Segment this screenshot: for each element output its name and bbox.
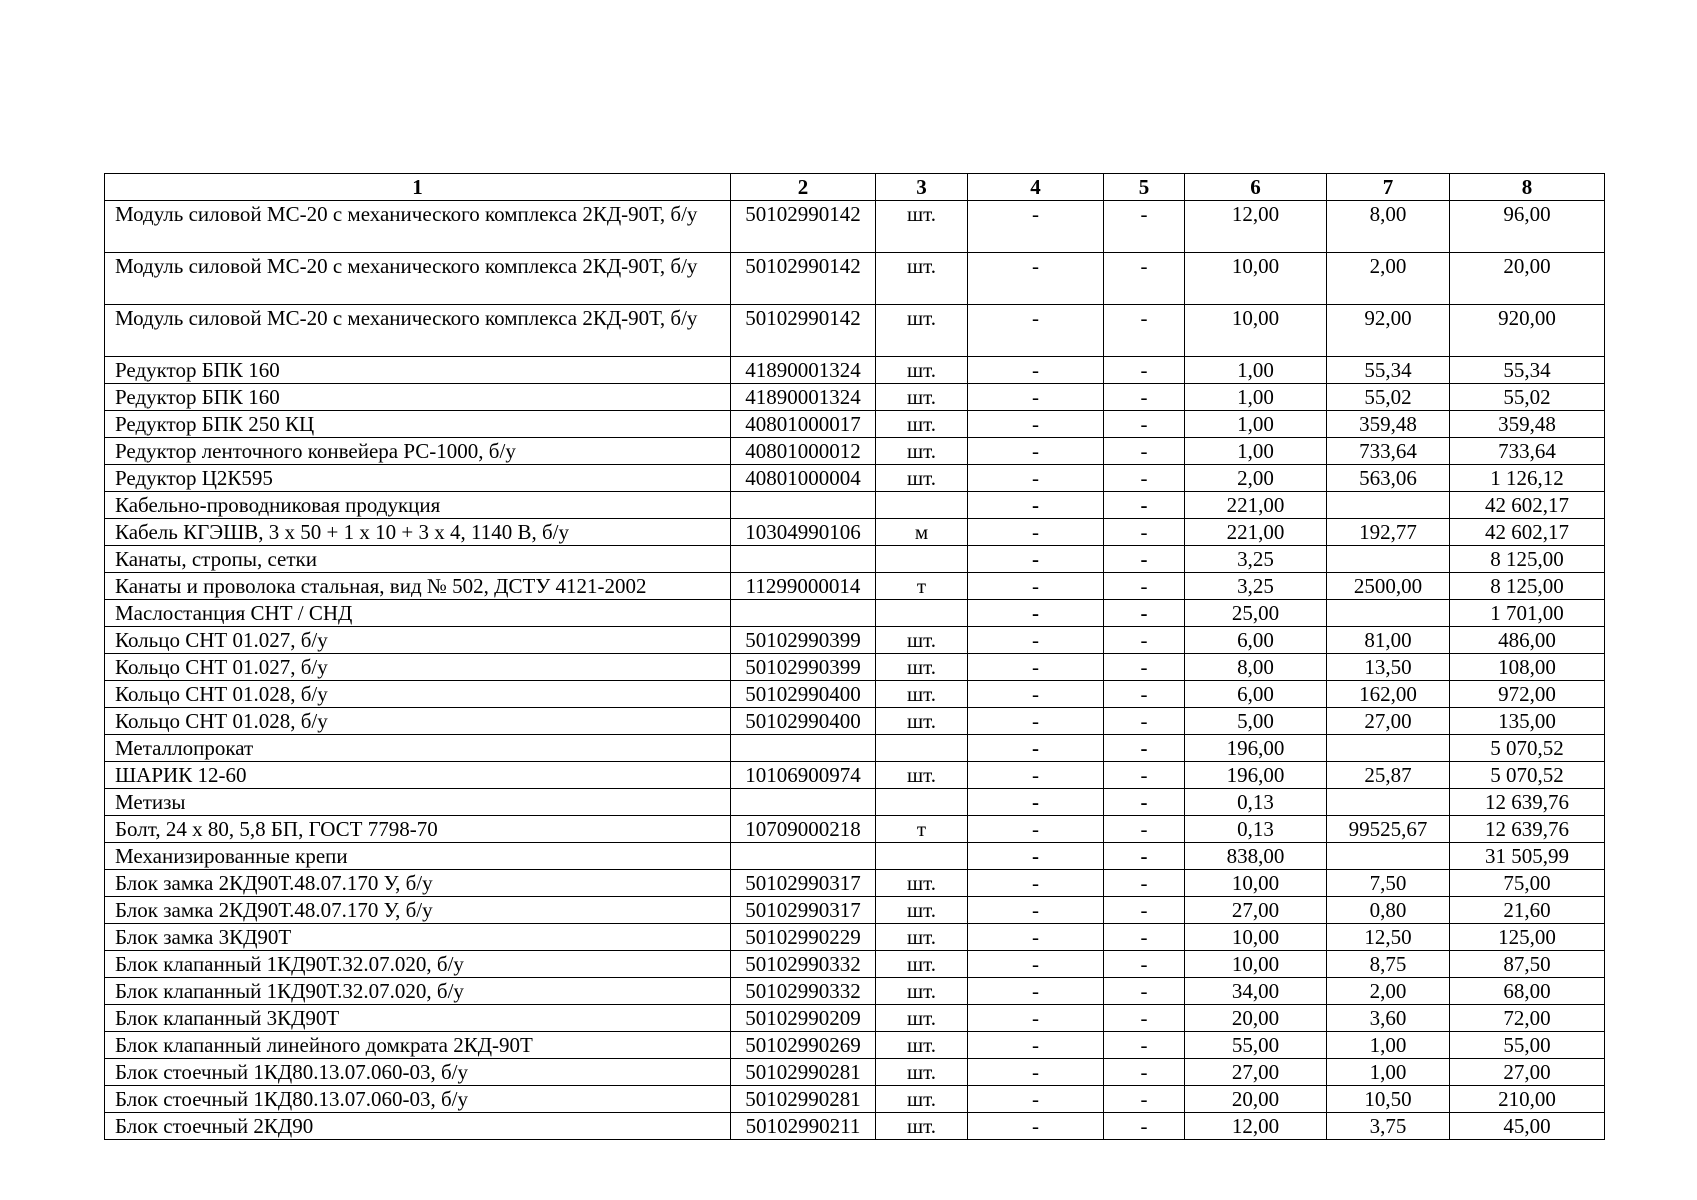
cell-sum: 27,00 — [1450, 1059, 1605, 1086]
cell-unit — [876, 546, 968, 573]
cell-code: 50102990211 — [731, 1113, 876, 1140]
cell-col4: - — [968, 546, 1104, 573]
cell-col4: - — [968, 1059, 1104, 1086]
cell-name: Редуктор ленточного конвейера РС-1000, б/у — [105, 438, 731, 465]
cell-col5: - — [1104, 384, 1185, 411]
cell-sum: 486,00 — [1450, 627, 1605, 654]
cell-quantity: 1,00 — [1185, 384, 1327, 411]
cell-code: 10304990106 — [731, 519, 876, 546]
cell-col4: - — [968, 924, 1104, 951]
cell-price — [1327, 735, 1450, 762]
cell-col4: - — [968, 627, 1104, 654]
cell-col5: - — [1104, 411, 1185, 438]
cell-quantity: 3,25 — [1185, 573, 1327, 600]
cell-sum: 5 070,52 — [1450, 762, 1605, 789]
cell-name: Механизированные крепи — [105, 843, 731, 870]
cell-col5: - — [1104, 1005, 1185, 1032]
cell-sum: 5 070,52 — [1450, 735, 1605, 762]
table-body — [105, 201, 1605, 1140]
cell-col4: - — [968, 1113, 1104, 1140]
col-header-4: 4 — [968, 174, 1104, 201]
cell-quantity: 10,00 — [1185, 951, 1327, 978]
cell-col4: - — [968, 1032, 1104, 1059]
cell-code: 40801000012 — [731, 438, 876, 465]
cell-sum: 8 125,00 — [1450, 546, 1605, 573]
cell-name: Модуль силовой МС-20 с механического комплекса 2КД-90Т, б/у — [105, 201, 731, 253]
cell-unit — [876, 600, 968, 627]
cell-price: 3,75 — [1327, 1113, 1450, 1140]
cell-col4: - — [968, 384, 1104, 411]
cell-name: Кабельно-проводниковая продукция — [105, 492, 731, 519]
cell-code: 50102990142 — [731, 305, 876, 357]
cell-sum: 87,50 — [1450, 951, 1605, 978]
cell-quantity: 20,00 — [1185, 1005, 1327, 1032]
table-row-group — [105, 735, 1605, 762]
cell-col5: - — [1104, 681, 1185, 708]
cell-col4: - — [968, 253, 1104, 305]
cell-name: Блок клапанный 1КД90Т.32.07.020, б/у — [105, 951, 731, 978]
cell-unit: шт. — [876, 201, 968, 253]
cell-col4: - — [968, 681, 1104, 708]
cell-price: 27,00 — [1327, 708, 1450, 735]
cell-col5: - — [1104, 305, 1185, 357]
table-row — [105, 708, 1605, 735]
cell-quantity: 1,00 — [1185, 438, 1327, 465]
cell-unit — [876, 843, 968, 870]
cell-name: Редуктор БПК 160 — [105, 357, 731, 384]
cell-code: 50102990400 — [731, 708, 876, 735]
table-row — [105, 897, 1605, 924]
cell-price: 99525,67 — [1327, 816, 1450, 843]
cell-price: 13,50 — [1327, 654, 1450, 681]
cell-unit — [876, 789, 968, 816]
table-row — [105, 978, 1605, 1005]
cell-name: Канаты и проволока стальная, вид № 502, ДСТУ 4121-2002 — [105, 573, 731, 600]
cell-name: Блок клапанный 1КД90Т.32.07.020, б/у — [105, 978, 731, 1005]
cell-col5: - — [1104, 843, 1185, 870]
col-header-6: 6 — [1185, 174, 1327, 201]
cell-name: Блок стоечный 1КД80.13.07.060-03, б/у — [105, 1086, 731, 1113]
cell-code: 50102990317 — [731, 897, 876, 924]
cell-code: 40801000017 — [731, 411, 876, 438]
cell-col4: - — [968, 816, 1104, 843]
cell-col4: - — [968, 305, 1104, 357]
cell-unit: шт. — [876, 411, 968, 438]
inventory-table — [104, 173, 1605, 1140]
table-row — [105, 1005, 1605, 1032]
cell-code: 41890001324 — [731, 384, 876, 411]
header-row — [105, 174, 1605, 201]
cell-unit: шт. — [876, 870, 968, 897]
cell-unit: шт. — [876, 384, 968, 411]
cell-col4: - — [968, 951, 1104, 978]
cell-price: 1,00 — [1327, 1032, 1450, 1059]
cell-price: 92,00 — [1327, 305, 1450, 357]
cell-col4: - — [968, 708, 1104, 735]
cell-name: Блок клапанный линейного домкрата 2КД-90Т — [105, 1032, 731, 1059]
cell-price: 55,02 — [1327, 384, 1450, 411]
cell-sum: 72,00 — [1450, 1005, 1605, 1032]
table-row — [105, 1113, 1605, 1140]
cell-price: 192,77 — [1327, 519, 1450, 546]
cell-sum: 1 126,12 — [1450, 465, 1605, 492]
cell-quantity: 2,00 — [1185, 465, 1327, 492]
cell-code: 41890001324 — [731, 357, 876, 384]
cell-quantity: 34,00 — [1185, 978, 1327, 1005]
cell-unit: шт. — [876, 1059, 968, 1086]
cell-quantity: 6,00 — [1185, 681, 1327, 708]
table-row — [105, 1086, 1605, 1113]
cell-col5: - — [1104, 1032, 1185, 1059]
col-header-8: 8 — [1450, 174, 1605, 201]
cell-quantity: 221,00 — [1185, 492, 1327, 519]
cell-unit: шт. — [876, 627, 968, 654]
cell-unit: шт. — [876, 1005, 968, 1032]
table-row — [105, 465, 1605, 492]
cell-quantity: 1,00 — [1185, 411, 1327, 438]
cell-col4: - — [968, 762, 1104, 789]
table-row — [105, 411, 1605, 438]
cell-quantity: 1,00 — [1185, 357, 1327, 384]
cell-col4: - — [968, 438, 1104, 465]
cell-name: Кольцо СНТ 01.027, б/у — [105, 627, 731, 654]
table-row — [105, 438, 1605, 465]
cell-code: 50102990317 — [731, 870, 876, 897]
cell-unit: шт. — [876, 305, 968, 357]
cell-price: 8,00 — [1327, 201, 1450, 253]
cell-price: 1,00 — [1327, 1059, 1450, 1086]
cell-col4: - — [968, 735, 1104, 762]
cell-col4: - — [968, 654, 1104, 681]
cell-quantity: 27,00 — [1185, 1059, 1327, 1086]
cell-col5: - — [1104, 735, 1185, 762]
table-row — [105, 816, 1605, 843]
cell-quantity: 10,00 — [1185, 305, 1327, 357]
cell-col4: - — [968, 573, 1104, 600]
cell-col4: - — [968, 978, 1104, 1005]
table-row — [105, 654, 1605, 681]
cell-price: 55,34 — [1327, 357, 1450, 384]
cell-name: Блок стоечный 2КД90 — [105, 1113, 731, 1140]
cell-sum: 42 602,17 — [1450, 492, 1605, 519]
cell-name: Кабель КГЭШВ, 3 х 50 + 1 х 10 + 3 х 4, 1140 В, б/у — [105, 519, 731, 546]
cell-sum: 972,00 — [1450, 681, 1605, 708]
cell-col5: - — [1104, 924, 1185, 951]
cell-col5: - — [1104, 1059, 1185, 1086]
table-row — [105, 253, 1605, 305]
cell-sum: 359,48 — [1450, 411, 1605, 438]
cell-price: 563,06 — [1327, 465, 1450, 492]
cell-price: 162,00 — [1327, 681, 1450, 708]
cell-col5: - — [1104, 1086, 1185, 1113]
col-header-5: 5 — [1104, 174, 1185, 201]
cell-code — [731, 789, 876, 816]
cell-unit: шт. — [876, 681, 968, 708]
cell-name: Блок стоечный 1КД80.13.07.060-03, б/у — [105, 1059, 731, 1086]
cell-sum: 20,00 — [1450, 253, 1605, 305]
cell-code: 10709000218 — [731, 816, 876, 843]
cell-code — [731, 492, 876, 519]
cell-col5: - — [1104, 816, 1185, 843]
cell-name: Блок замка 2КД90Т.48.07.170 У, б/у — [105, 897, 731, 924]
cell-name: Модуль силовой МС-20 с механического комплекса 2КД-90Т, б/у — [105, 305, 731, 357]
col-header-1: 1 — [105, 174, 731, 201]
cell-name: Модуль силовой МС-20 с механического комплекса 2КД-90Т, б/у — [105, 253, 731, 305]
cell-col5: - — [1104, 654, 1185, 681]
cell-code: 50102990142 — [731, 253, 876, 305]
cell-code: 50102990400 — [731, 681, 876, 708]
cell-col5: - — [1104, 870, 1185, 897]
cell-unit: шт. — [876, 1032, 968, 1059]
cell-code: 50102990209 — [731, 1005, 876, 1032]
cell-name: Блок клапанный 3КД90Т — [105, 1005, 731, 1032]
cell-quantity: 10,00 — [1185, 924, 1327, 951]
cell-code: 50102990269 — [731, 1032, 876, 1059]
cell-sum: 68,00 — [1450, 978, 1605, 1005]
cell-col4: - — [968, 519, 1104, 546]
cell-name: Редуктор Ц2К595 — [105, 465, 731, 492]
cell-code — [731, 843, 876, 870]
cell-col5: - — [1104, 573, 1185, 600]
cell-price: 8,75 — [1327, 951, 1450, 978]
table-row — [105, 305, 1605, 357]
cell-quantity: 838,00 — [1185, 843, 1327, 870]
table-row-group — [105, 600, 1605, 627]
cell-unit: шт. — [876, 438, 968, 465]
cell-col4: - — [968, 600, 1104, 627]
cell-price — [1327, 546, 1450, 573]
cell-unit: шт. — [876, 357, 968, 384]
cell-sum: 42 602,17 — [1450, 519, 1605, 546]
cell-quantity: 8,00 — [1185, 654, 1327, 681]
cell-col4: - — [968, 897, 1104, 924]
cell-name: Кольцо СНТ 01.028, б/у — [105, 708, 731, 735]
cell-code: 50102990281 — [731, 1059, 876, 1086]
table-row — [105, 951, 1605, 978]
cell-col4: - — [968, 357, 1104, 384]
table-row-group — [105, 789, 1605, 816]
cell-quantity: 20,00 — [1185, 1086, 1327, 1113]
cell-col4: - — [968, 789, 1104, 816]
cell-col5: - — [1104, 1113, 1185, 1140]
cell-code: 50102990399 — [731, 627, 876, 654]
table-row — [105, 627, 1605, 654]
cell-col5: - — [1104, 357, 1185, 384]
cell-quantity: 221,00 — [1185, 519, 1327, 546]
cell-quantity: 10,00 — [1185, 253, 1327, 305]
cell-unit: шт. — [876, 897, 968, 924]
table-row — [105, 357, 1605, 384]
cell-col5: - — [1104, 465, 1185, 492]
cell-sum: 75,00 — [1450, 870, 1605, 897]
table-row-group — [105, 843, 1605, 870]
cell-col5: - — [1104, 492, 1185, 519]
cell-unit: шт. — [876, 924, 968, 951]
cell-quantity: 6,00 — [1185, 627, 1327, 654]
cell-code — [731, 600, 876, 627]
cell-sum: 733,64 — [1450, 438, 1605, 465]
cell-name: ШАРИК 12-60 — [105, 762, 731, 789]
cell-unit: шт. — [876, 1086, 968, 1113]
cell-unit — [876, 492, 968, 519]
cell-price: 2,00 — [1327, 978, 1450, 1005]
cell-code: 10106900974 — [731, 762, 876, 789]
cell-sum: 125,00 — [1450, 924, 1605, 951]
cell-name: Редуктор БПК 250 КЦ — [105, 411, 731, 438]
cell-unit: шт. — [876, 708, 968, 735]
cell-price — [1327, 492, 1450, 519]
cell-col4: - — [968, 201, 1104, 253]
cell-quantity: 12,00 — [1185, 201, 1327, 253]
cell-price: 2,00 — [1327, 253, 1450, 305]
cell-unit: шт. — [876, 253, 968, 305]
cell-sum: 55,00 — [1450, 1032, 1605, 1059]
cell-quantity: 0,13 — [1185, 816, 1327, 843]
cell-code: 11299000014 — [731, 573, 876, 600]
cell-col4: - — [968, 465, 1104, 492]
table-row — [105, 870, 1605, 897]
cell-col5: - — [1104, 627, 1185, 654]
cell-price: 7,50 — [1327, 870, 1450, 897]
cell-price — [1327, 843, 1450, 870]
cell-col5: - — [1104, 253, 1185, 305]
cell-col5: - — [1104, 600, 1185, 627]
cell-name: Болт, 24 х 80, 5,8 БП, ГОСТ 7798-70 — [105, 816, 731, 843]
cell-unit: шт. — [876, 465, 968, 492]
cell-unit: м — [876, 519, 968, 546]
cell-name: Маслостанция СНТ / СНД — [105, 600, 731, 627]
cell-quantity: 12,00 — [1185, 1113, 1327, 1140]
cell-price: 3,60 — [1327, 1005, 1450, 1032]
table-row — [105, 201, 1605, 253]
cell-name: Кольцо СНТ 01.027, б/у — [105, 654, 731, 681]
cell-code — [731, 546, 876, 573]
cell-quantity: 196,00 — [1185, 762, 1327, 789]
cell-sum: 12 639,76 — [1450, 789, 1605, 816]
cell-price: 10,50 — [1327, 1086, 1450, 1113]
table-row — [105, 924, 1605, 951]
col-header-7: 7 — [1327, 174, 1450, 201]
table-row — [105, 681, 1605, 708]
cell-col5: - — [1104, 897, 1185, 924]
cell-code: 50102990332 — [731, 978, 876, 1005]
cell-price: 2500,00 — [1327, 573, 1450, 600]
table-row — [105, 384, 1605, 411]
cell-quantity: 27,00 — [1185, 897, 1327, 924]
table-row — [105, 519, 1605, 546]
cell-unit: шт. — [876, 762, 968, 789]
cell-sum: 21,60 — [1450, 897, 1605, 924]
table-row — [105, 762, 1605, 789]
cell-quantity: 3,25 — [1185, 546, 1327, 573]
cell-code: 50102990332 — [731, 951, 876, 978]
table-row-group — [105, 546, 1605, 573]
cell-sum: 108,00 — [1450, 654, 1605, 681]
cell-quantity: 10,00 — [1185, 870, 1327, 897]
cell-col4: - — [968, 843, 1104, 870]
cell-col5: - — [1104, 708, 1185, 735]
cell-quantity: 0,13 — [1185, 789, 1327, 816]
cell-unit: шт. — [876, 654, 968, 681]
cell-price: 733,64 — [1327, 438, 1450, 465]
cell-col5: - — [1104, 978, 1185, 1005]
cell-price: 81,00 — [1327, 627, 1450, 654]
cell-code — [731, 735, 876, 762]
cell-col4: - — [968, 870, 1104, 897]
cell-sum: 12 639,76 — [1450, 816, 1605, 843]
cell-unit: шт. — [876, 951, 968, 978]
cell-col5: - — [1104, 201, 1185, 253]
cell-col5: - — [1104, 546, 1185, 573]
cell-code: 50102990281 — [731, 1086, 876, 1113]
cell-code: 50102990229 — [731, 924, 876, 951]
cell-unit: т — [876, 573, 968, 600]
cell-price: 0,80 — [1327, 897, 1450, 924]
cell-price — [1327, 789, 1450, 816]
cell-code: 50102990399 — [731, 654, 876, 681]
cell-col5: - — [1104, 438, 1185, 465]
col-header-3: 3 — [876, 174, 968, 201]
cell-name: Метизы — [105, 789, 731, 816]
table-row-group — [105, 492, 1605, 519]
cell-sum: 55,34 — [1450, 357, 1605, 384]
cell-sum: 31 505,99 — [1450, 843, 1605, 870]
cell-col4: - — [968, 492, 1104, 519]
cell-name: Металлопрокат — [105, 735, 731, 762]
cell-sum: 96,00 — [1450, 201, 1605, 253]
cell-quantity: 196,00 — [1185, 735, 1327, 762]
cell-code: 40801000004 — [731, 465, 876, 492]
cell-col4: - — [968, 411, 1104, 438]
cell-sum: 1 701,00 — [1450, 600, 1605, 627]
cell-price: 359,48 — [1327, 411, 1450, 438]
cell-col4: - — [968, 1005, 1104, 1032]
col-header-2: 2 — [731, 174, 876, 201]
cell-sum: 920,00 — [1450, 305, 1605, 357]
cell-name: Кольцо СНТ 01.028, б/у — [105, 681, 731, 708]
cell-sum: 55,02 — [1450, 384, 1605, 411]
cell-col5: - — [1104, 519, 1185, 546]
cell-unit: шт. — [876, 1113, 968, 1140]
cell-sum: 8 125,00 — [1450, 573, 1605, 600]
cell-name: Редуктор БПК 160 — [105, 384, 731, 411]
cell-quantity: 55,00 — [1185, 1032, 1327, 1059]
table-row — [105, 1059, 1605, 1086]
cell-sum: 210,00 — [1450, 1086, 1605, 1113]
cell-quantity: 5,00 — [1185, 708, 1327, 735]
cell-code: 50102990142 — [731, 201, 876, 253]
table-row — [105, 1032, 1605, 1059]
cell-unit: шт. — [876, 978, 968, 1005]
cell-sum: 135,00 — [1450, 708, 1605, 735]
cell-name: Канаты, стропы, сетки — [105, 546, 731, 573]
cell-price: 12,50 — [1327, 924, 1450, 951]
cell-quantity: 25,00 — [1185, 600, 1327, 627]
cell-price — [1327, 600, 1450, 627]
cell-col5: - — [1104, 951, 1185, 978]
cell-unit: т — [876, 816, 968, 843]
cell-name: Блок замка 2КД90Т.48.07.170 У, б/у — [105, 870, 731, 897]
cell-col5: - — [1104, 789, 1185, 816]
cell-unit — [876, 735, 968, 762]
cell-name: Блок замка 3КД90Т — [105, 924, 731, 951]
cell-price: 25,87 — [1327, 762, 1450, 789]
cell-sum: 45,00 — [1450, 1113, 1605, 1140]
cell-col4: - — [968, 1086, 1104, 1113]
table-row — [105, 573, 1605, 600]
cell-col5: - — [1104, 762, 1185, 789]
